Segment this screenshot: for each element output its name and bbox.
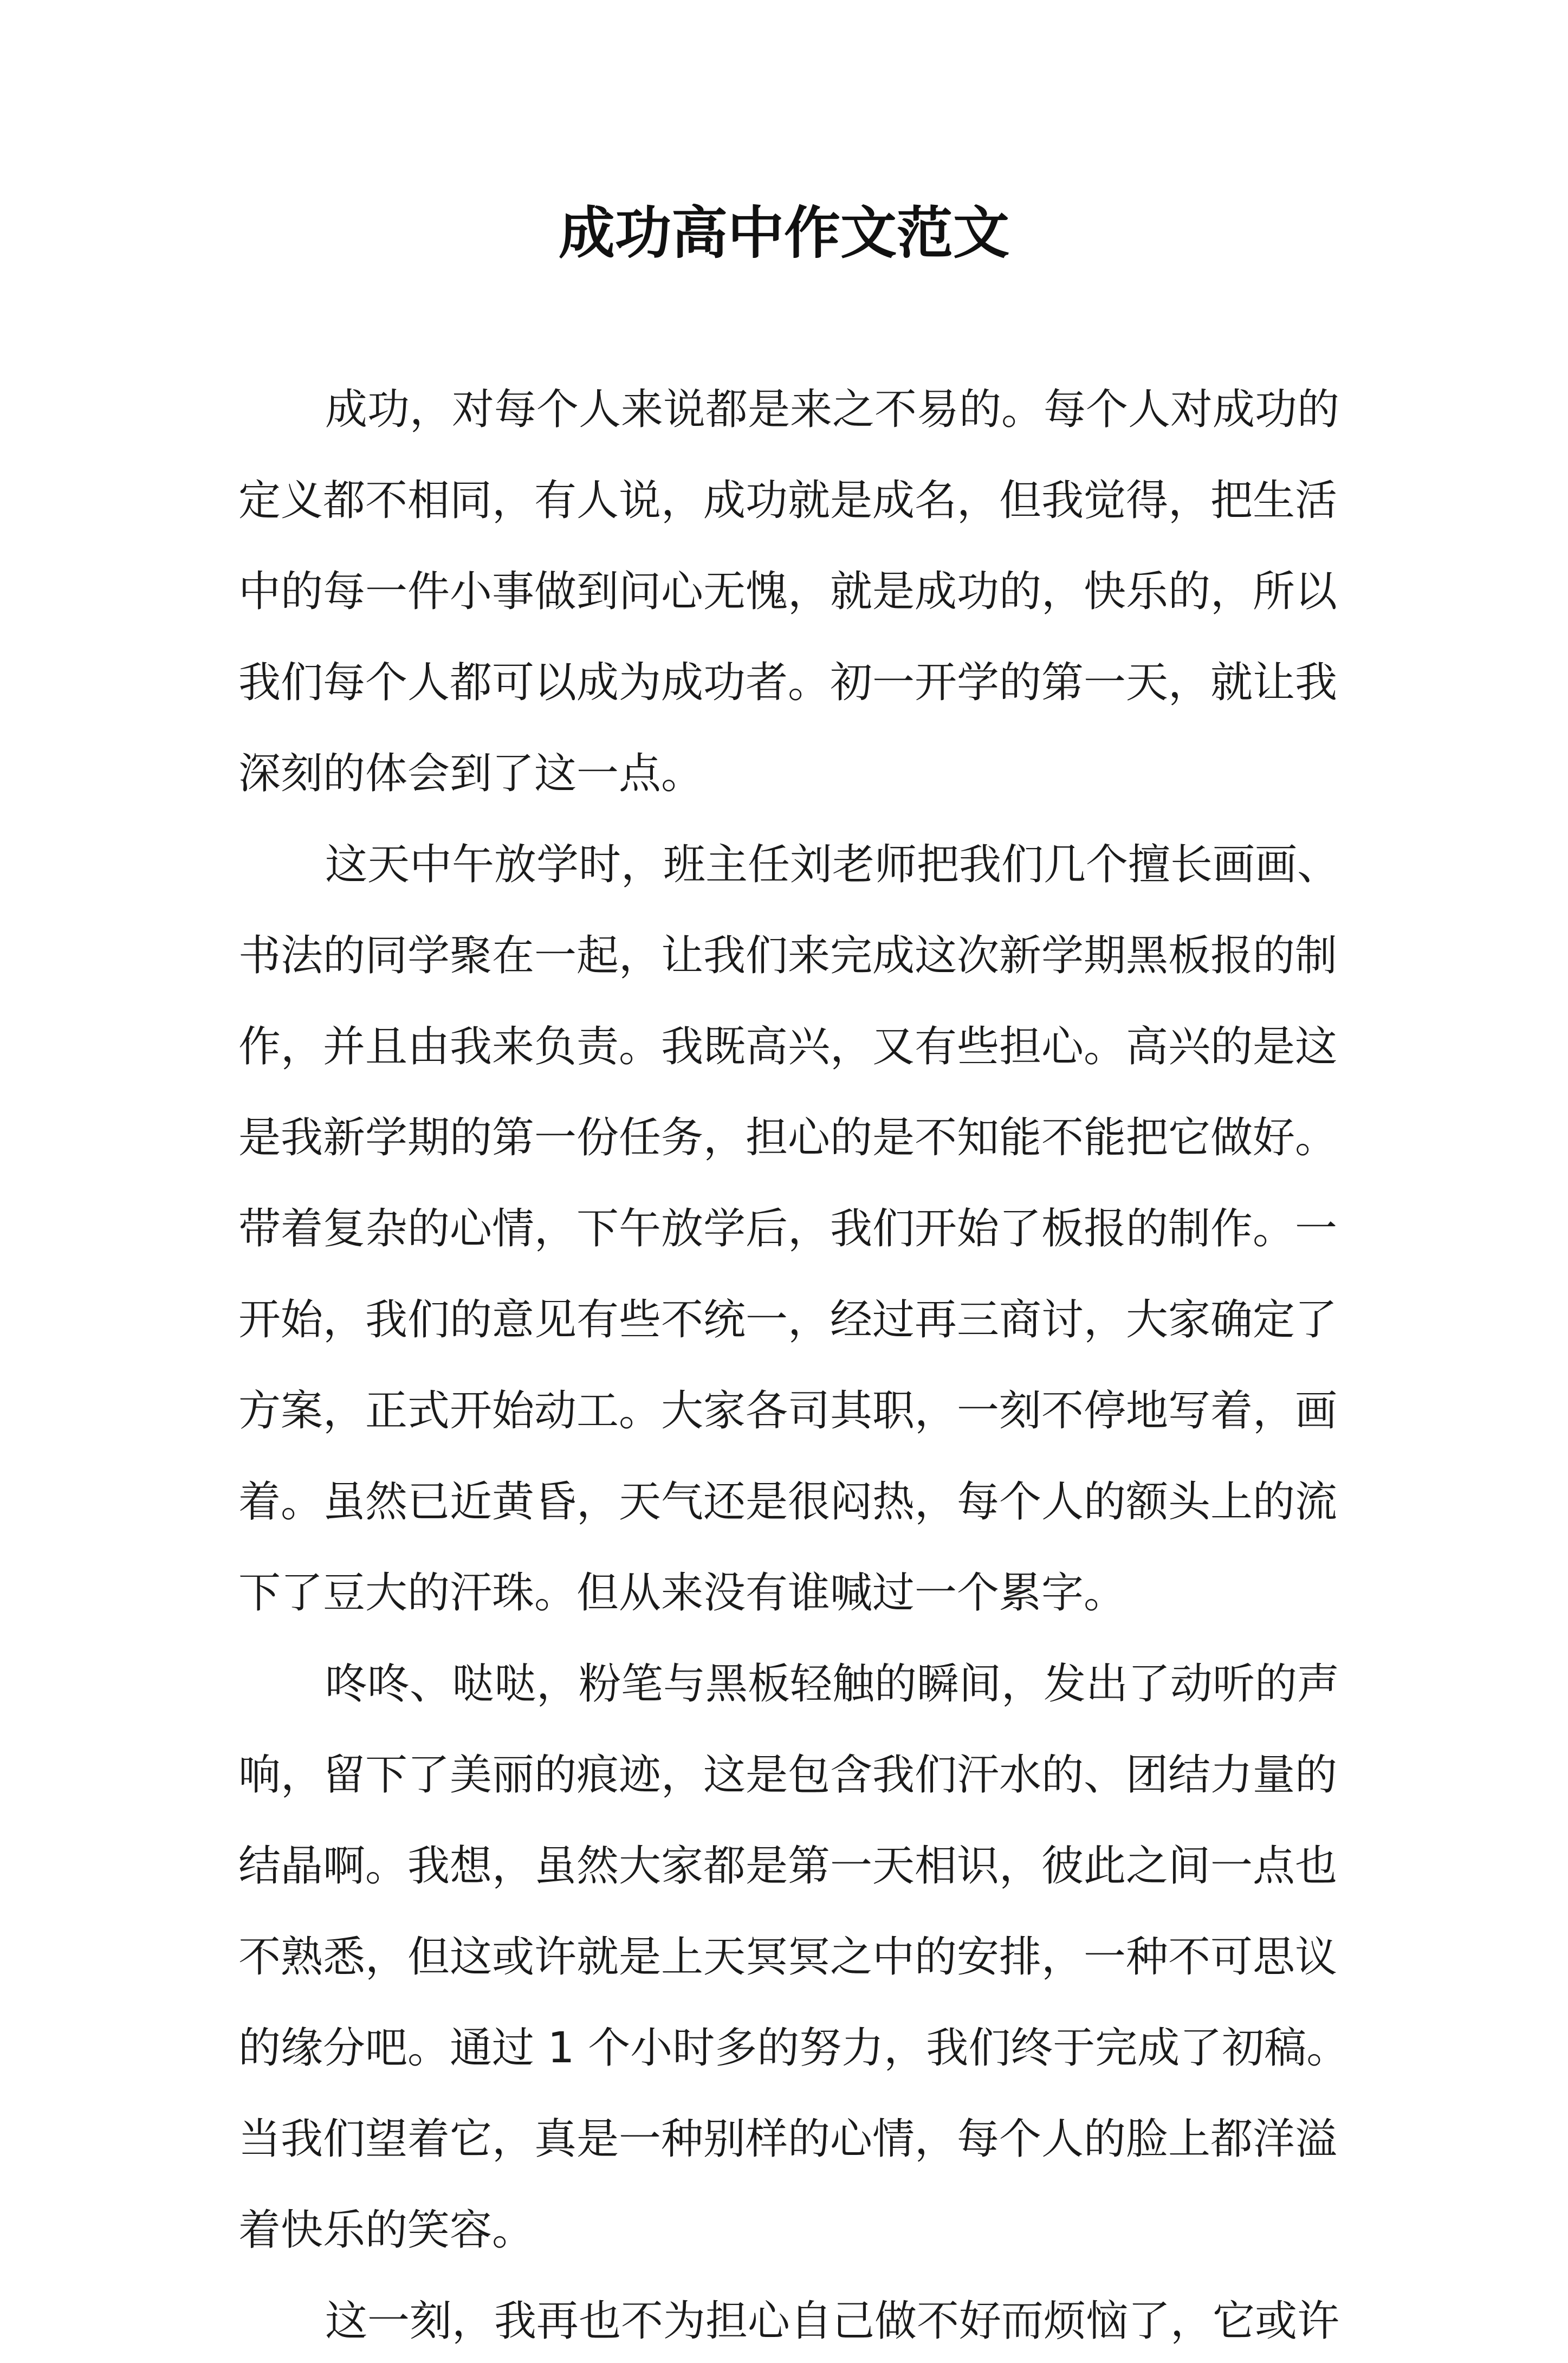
text-line: 着快乐的笑容。: [238, 2206, 535, 2255]
text-line: 成功，对每个人来说都是来之不易的。每个人对成功的: [325, 385, 1340, 434]
text-line: 我们每个人都可以成为成功者。初一开学的第一天，就让我: [238, 658, 1338, 707]
text-line: 这一刻，我再也不为担心自己做不好而烦恼了，它或许: [325, 2297, 1340, 2346]
document-title: 成功高中作文范文: [558, 199, 1009, 266]
text-line: 着。虽然已近黄昏，天气还是很闷热，每个人的额头上的流: [238, 1478, 1338, 1526]
text-line: 咚咚、哒哒，粉笔与黑板轻触的瞬间，发出了动听的声: [325, 1660, 1340, 1708]
document-body: [238, 360, 1349, 2346]
text-line: 开始，我们的意见有些不统一，经过再三商讨，大家确定了: [238, 1296, 1338, 1344]
text-line: 的缘分吧。通过 1 个小时多的努力，我们终于完成了初稿。: [238, 2024, 1349, 2073]
text-line: 作，并且由我来负责。我既高兴，又有些担心。高兴的是这: [238, 1022, 1338, 1071]
text-line: 当我们望着它，真是一种别样的心情，每个人的脸上都洋溢: [238, 2115, 1338, 2164]
text-line: 方案，正式开始动工。大家各司其职，一刻不停地写着，画: [238, 1387, 1338, 1435]
text-line: 响，留下了美丽的痕迹，这是包含我们汗水的、团结力量的: [238, 1751, 1338, 1799]
text-line: 深刻的体会到了这一点。: [238, 749, 704, 798]
text-line: 中的每一件小事做到问心无愧，就是成功的，快乐的，所以: [238, 567, 1338, 616]
text-line: 不熟悉，但这或许就是上天冥冥之中的安排，一种不可思议: [238, 1933, 1338, 1982]
text-line: 这天中午放学时，班主任刘老师把我们几个擅长画画、: [325, 840, 1340, 889]
text-line: 定义都不相同，有人说，成功就是成名，但我觉得，把生活: [238, 476, 1338, 525]
text-line: 是我新学期的第一份任务，担心的是不知能不能把它做好。: [238, 1113, 1338, 1162]
text-line: 结晶啊。我想，虽然大家都是第一天相识，彼此之间一点也: [238, 1842, 1338, 1891]
text-line: 带着复杂的心情，下午放学后，我们开始了板报的制作。一: [238, 1205, 1338, 1253]
text-line: 下了豆大的汗珠。但从来没有谁喊过一个累字。: [238, 1569, 1126, 1617]
text-line: 书法的同学聚在一起，让我们来完成这次新学期黑板报的制: [238, 931, 1338, 980]
